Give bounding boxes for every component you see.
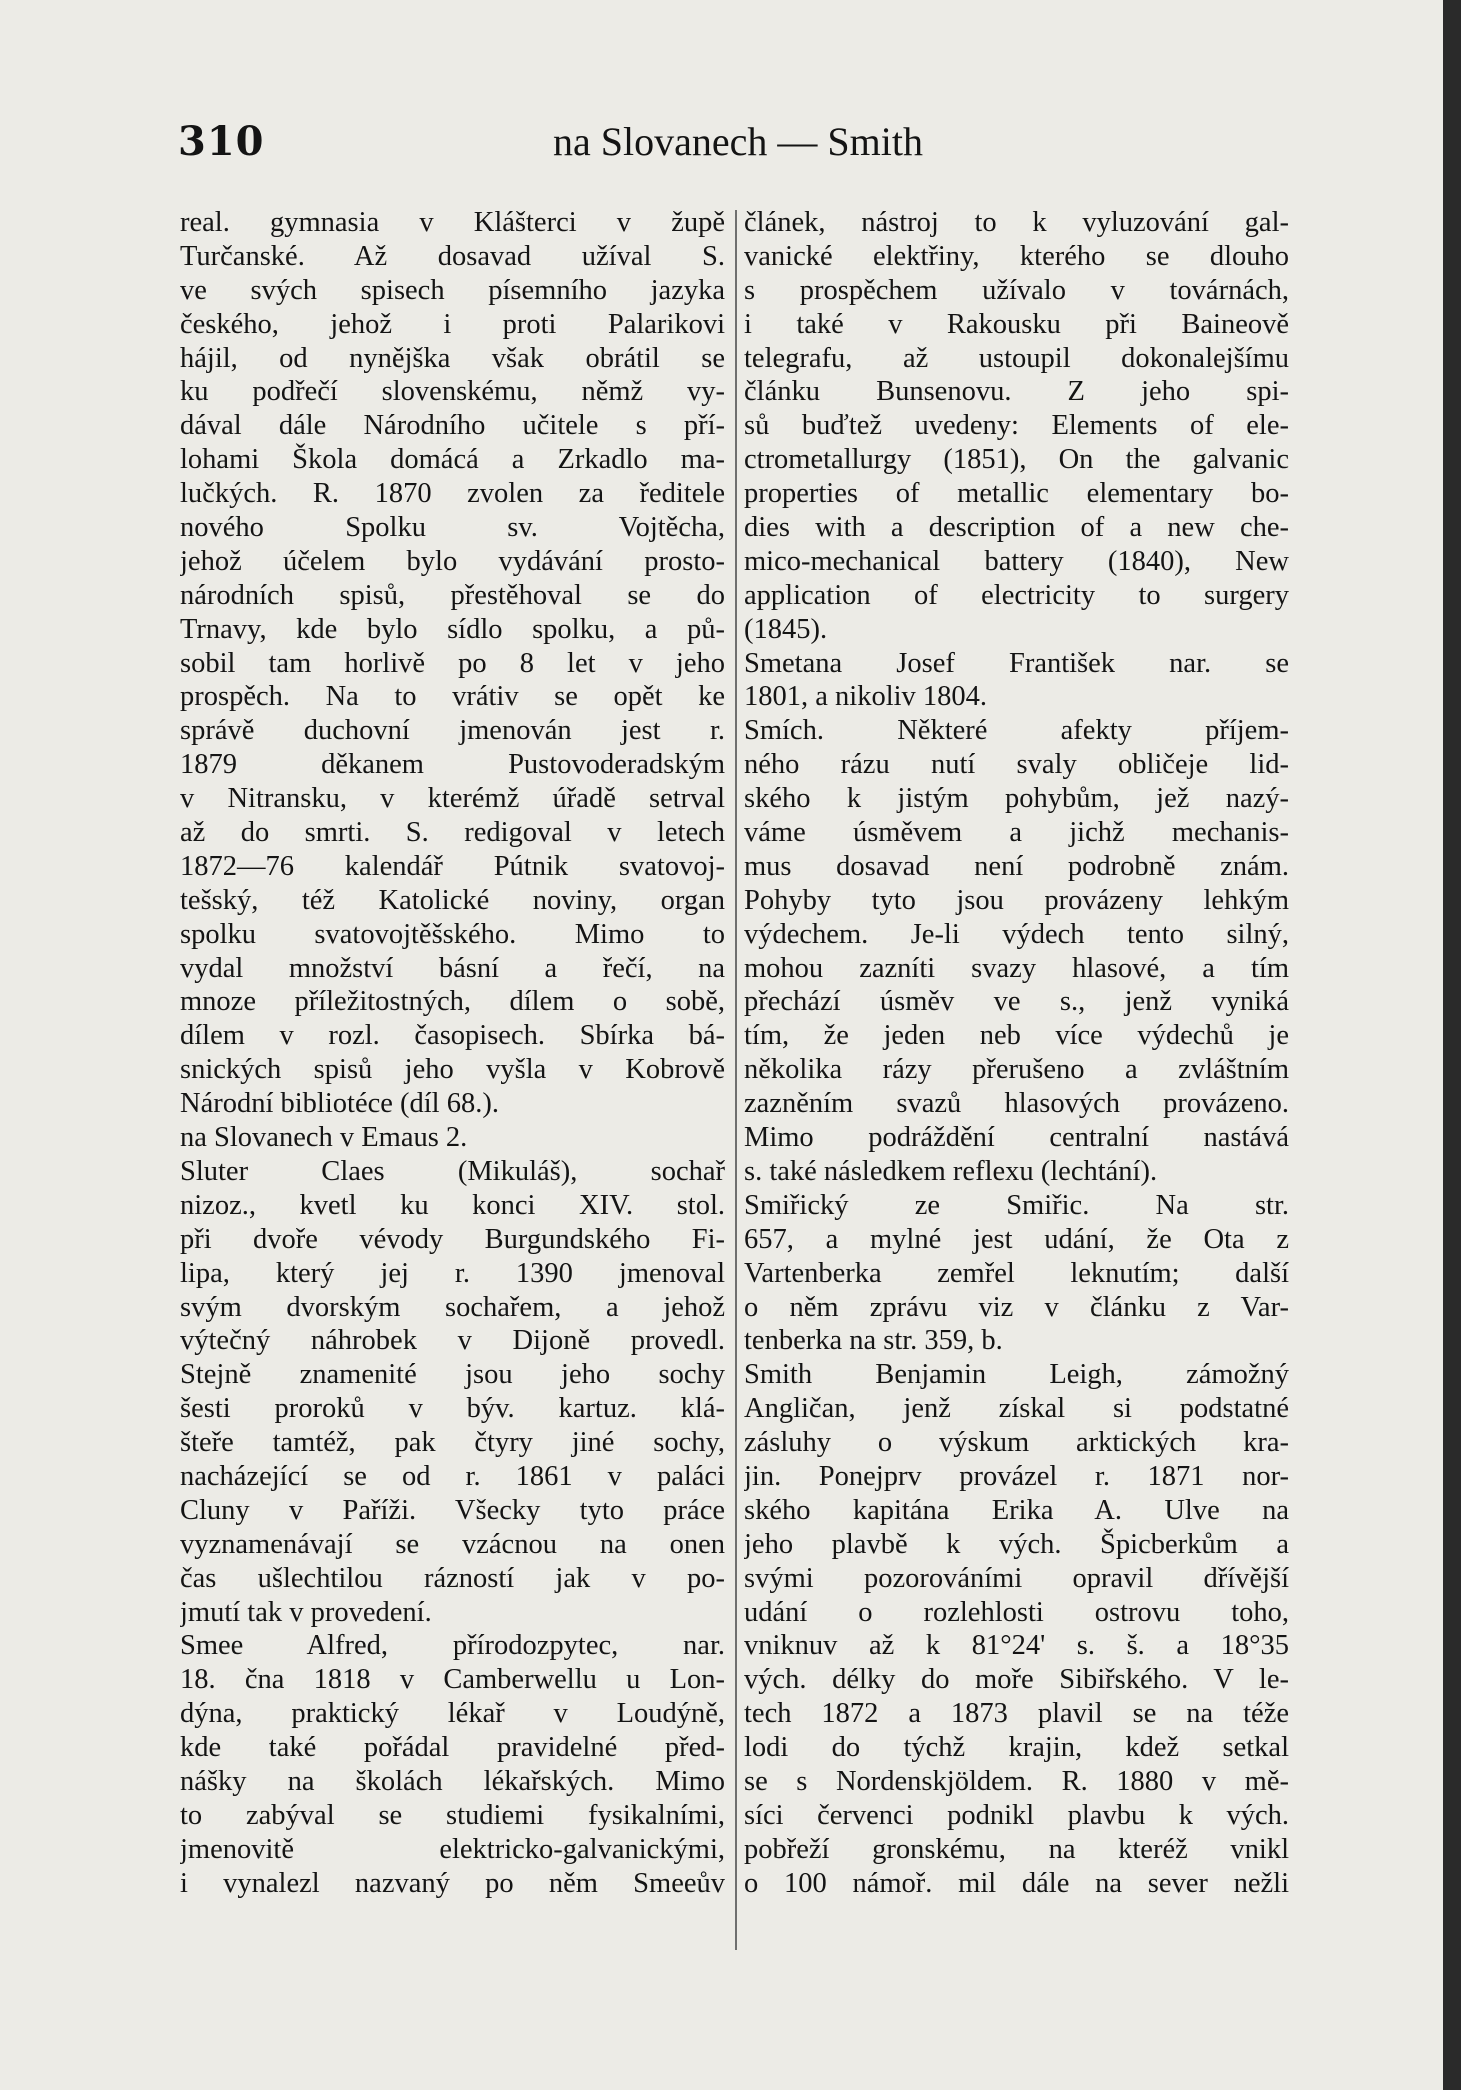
text-line: šesti proroků v býv. kartuz. klá- [180,1393,725,1425]
text-line: kde také pořádal pravidelné před- [180,1732,725,1764]
text-line: přechází úsměv ve s., jenž vyniká [744,986,1289,1018]
text-line: 657, a mylné jest udání, že Ota z [744,1223,1289,1255]
text-line: jin. Ponejprv provázel r. 1871 nor- [744,1460,1289,1492]
column-divider [735,210,737,1950]
text-line: jmutí tak v provedení. [180,1596,432,1628]
text-line: jehož účelem bylo vydávání prosto- [180,545,725,577]
text-line: nizoz., kvetl ku konci XIV. stol. [180,1189,725,1221]
text-line: dílem v rozl. časopisech. Sbírka bá- [180,1020,725,1052]
text-line: i vynalezl nazvaný po něm Smeeův [180,1867,725,1899]
text-line: Vartenberka zemřel leknutím; další [744,1257,1289,1289]
text-line: Turčanské. Až dosavad užíval S. [180,240,725,272]
text-line: properties of metallic elementary bo- [744,478,1289,510]
text-line: vých. délky do moře Sibiřského. V le- [744,1664,1289,1696]
running-title: na Slovanech — Smith [553,119,923,164]
text-line: pobřeží gronskému, na kteréž vnikl [744,1833,1289,1865]
text-line: sobil tam horlivě po 8 let v jeho [180,647,725,679]
page-number: 310 [178,118,265,165]
text-line: Smích. Některé afekty příjem- [744,715,1289,747]
text-line: na Slovanech v Emaus 2. [180,1122,468,1154]
text-line: Pohyby tyto jsou provázeny lehkým [744,884,1289,916]
text-line: se s Nordenskjöldem. R. 1880 v mě- [744,1765,1289,1797]
text-line: vanické elektřiny, kterého se dlouho [744,240,1289,272]
text-line: Národní bibliotéce (díl 68.). [180,1088,499,1120]
text-line: při dvoře vévody Burgundského Fi- [180,1223,725,1255]
text-line: snických spisů jeho vyšla v Kobrově [180,1054,725,1086]
text-line: ského kapitána Erika A. Ulve na [744,1494,1289,1526]
text-line: ku podřečí slovenskému, němž vy- [180,376,725,408]
text-line: telegrafu, až ustoupil dokonalejšímu [744,342,1289,374]
text-line: jmenovitě elektricko-galvanickými, [180,1833,725,1865]
text-line: ného rázu nutí svaly obličeje lid- [744,749,1289,781]
text-line: jeho plavbě k vých. Špicberkům a [744,1528,1289,1560]
text-line: 1872—76 kalendář Pútnik svatovoj- [180,850,725,882]
text-line: lodi do týchž krajin, kdež setkal [744,1732,1289,1764]
text-line: to zabýval se studiemi fysikalními, [180,1799,725,1831]
text-line: Smetana Josef František nar. se [744,647,1289,679]
text-line: svým dvorským sochařem, a jehož [180,1291,725,1323]
right-column [744,206,1289,1901]
text-line: lohami Škola domácá a Zrkadlo ma- [180,444,725,476]
text-line: Smith Benjamin Leigh, zámožný [744,1359,1289,1391]
text-line: mohou zazníti svazy hlasové, a tím [744,952,1289,984]
text-line: svými pozorováními opravil dřívější [744,1562,1289,1594]
text-line: 1879 děkanem Pustovoderadským [180,749,725,781]
text-line: 18. čna 1818 v Camberwellu u Lon- [180,1664,725,1696]
text-line: váme úsměvem a jichž mechanis- [744,817,1289,849]
text-line: Stejně znamenité jsou jeho sochy [180,1359,725,1391]
text-line: čas ušlechtilou rázností jak v po- [180,1562,725,1594]
text-line: dával dále Národního učitele s pří- [180,410,725,442]
text-line: až do smrti. S. redigoval v letech [180,817,725,849]
text-line: několika rázy přerušeno a zvláštním [744,1054,1289,1086]
text-line: Cluny v Paříži. Všecky tyto práce [180,1494,725,1526]
text-line: real. gymnasia v Klášterci v župě [180,207,725,238]
text-line: ctrometallurgy (1851), On the galvanic [744,444,1289,476]
text-line: Smee Alfred, přírodozpytec, nar. [180,1630,725,1662]
text-line: application of electricity to surgery [744,579,1289,611]
text-line: mnoze příležitostných, dílem o sobě, [180,986,725,1018]
text-line: českého, jehož i proti Palarikovi [180,308,725,340]
text-line: zásluhy o výskum arktických kra- [744,1427,1289,1459]
text-line: nášky na školách lékařských. Mimo [180,1765,725,1797]
text-line: mus dosavad není podrobně znám. [744,850,1289,882]
text-line: článku Bunsenovu. Z jeho spi- [744,376,1289,408]
text-line: s. také následkem reflexu (lechtání). [744,1155,1158,1187]
text-line: (1845). [744,613,828,645]
text-line: Trnavy, kde bylo sídlo spolku, a pů- [180,613,725,645]
text-line: dies with a description of a new che- [744,512,1289,544]
text-line: tech 1872 a 1873 plavil se na téže [744,1698,1289,1730]
text-line: lipa, který jej r. 1390 jmenoval [180,1257,725,1289]
text-line: Sluter Claes (Mikuláš), sochař [180,1155,725,1187]
text-line: Angličan, jenž získal si podstatné [744,1393,1289,1425]
text-line: v Nitransku, v kterémž úřadě setrval [180,783,725,815]
text-line: s prospěchem užívalo v továrnách, [744,274,1289,306]
page-edge [1443,0,1461,2090]
text-line: šteře tamtéž, pak čtyry jiné sochy, [180,1427,725,1459]
text-line: vniknuv až k 81°24' s. š. a 18°35 [744,1630,1289,1662]
text-line: dýna, praktický lékař v Loudýně, [180,1698,725,1730]
text-line: o něm zprávu viz v článku z Var- [744,1291,1289,1323]
text-line: lučkých. R. 1870 zvolen za ředitele [180,478,725,510]
text-line: ve svých spisech písemního jazyka [180,274,725,306]
text-line: nacházející se od r. 1861 v paláci [180,1460,725,1492]
text-line: sů buďtež uvedeny: Elements of ele- [744,410,1289,442]
left-column [180,206,725,1901]
text-line: správě duchovní jmenován jest r. [180,715,725,747]
text-line: síci červenci podnikl plavbu k vých. [744,1799,1289,1831]
text-line: tenberka na str. 359, b. [744,1325,1003,1357]
text-line: hájil, od nynějška však obrátil se [180,342,725,374]
text-line: výtečný náhrobek v Dijoně provedl. [180,1325,725,1357]
text-line: výdechem. Je-li výdech tento silný, [744,918,1289,950]
text-line: vydal množství básní a řečí, na [180,952,725,984]
page-header [178,118,1298,178]
text-line: udání o rozlehlosti ostrovu toho, [744,1596,1289,1628]
text-line: ského k jistým pohybům, jež nazý- [744,783,1289,815]
text-line: 1801, a nikoliv 1804. [744,681,988,713]
text-line: zazněním svazů hlasových provázeno. [744,1088,1289,1120]
text-line: tím, že jeden neb více výdechů je [744,1020,1289,1052]
text-line: Mimo podráždění centralní nastává [744,1122,1289,1154]
text-line: o 100 námoř. mil dále na sever nežli [744,1867,1289,1899]
text-line: spolku svatovojtěšského. Mimo to [180,918,725,950]
text-line: Smiřický ze Smiřic. Na str. [744,1189,1289,1221]
text-line: vyznamenávají se vzácnou na onen [180,1528,725,1560]
text-line: národních spisů, přestěhoval se do [180,579,725,611]
text-line: prospěch. Na to vrátiv se opět ke [180,681,725,713]
text-line: tešský, též Katolické noviny, organ [180,884,725,916]
text-line: mico-mechanical battery (1840), New [744,545,1289,577]
text-line: článek, nástroj to k vyluzování gal- [744,207,1289,238]
text-line: i také v Rakousku při Baineově [744,308,1289,340]
text-line: nového Spolku sv. Vojtěcha, [180,512,725,544]
